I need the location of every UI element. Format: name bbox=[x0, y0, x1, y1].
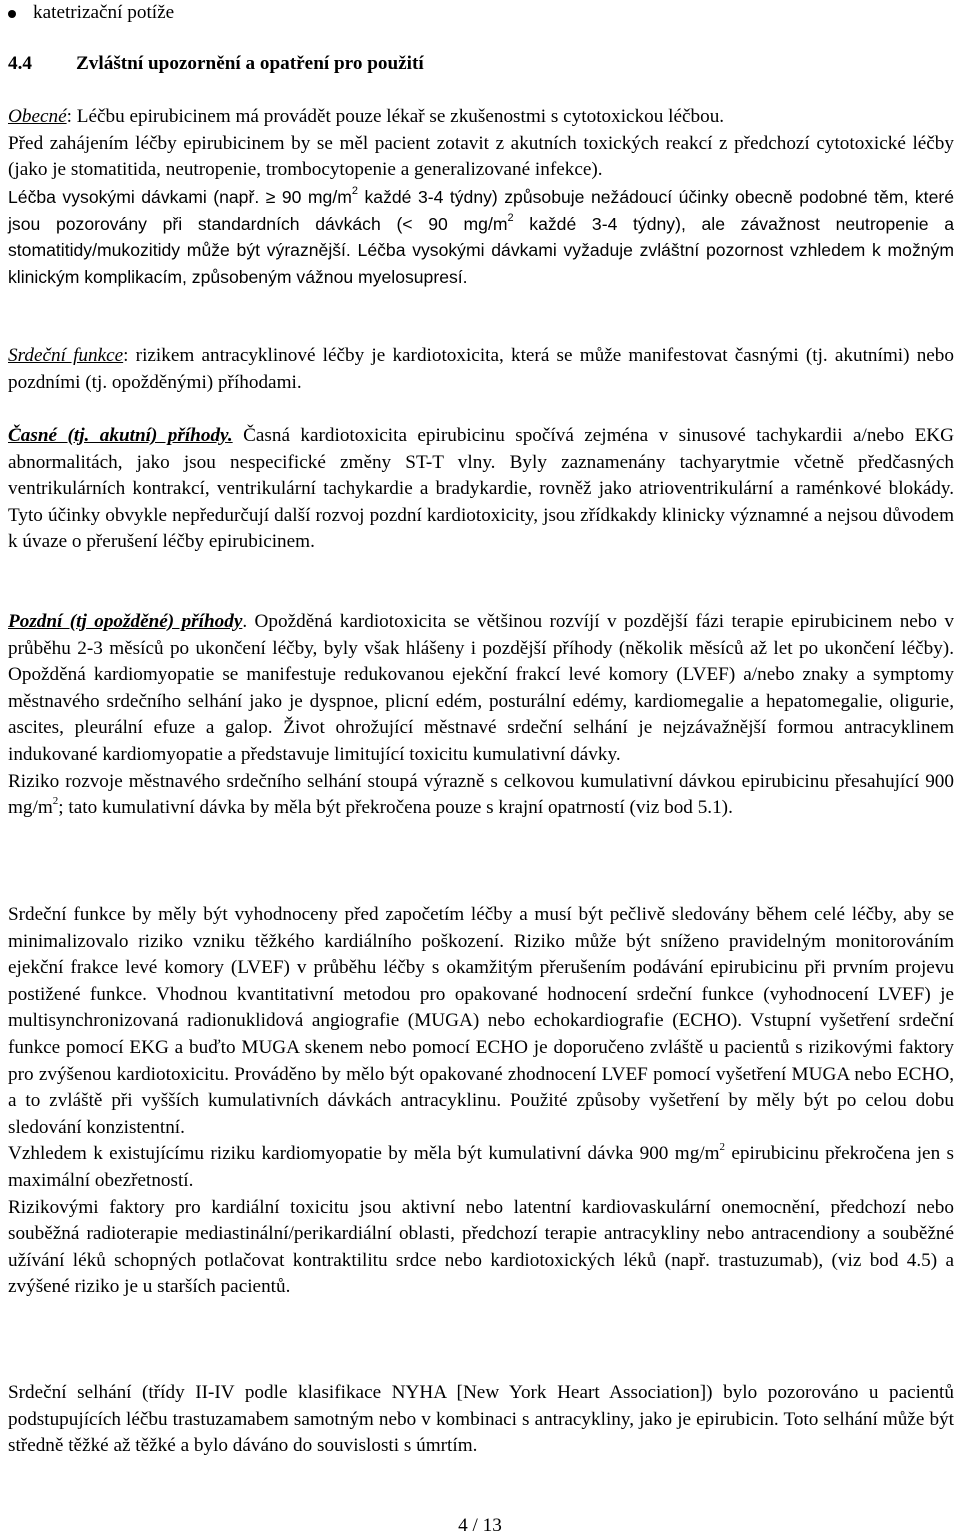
superscript: 2 bbox=[351, 185, 359, 198]
late-events-paragraph bbox=[8, 609, 954, 822]
high-dose-text-4: každé 3-4 týdny), ale závažnost neutropenie a stomatitidy/mukozitidy může být výraznější. Léčba vysokými dávkami vyžaduje zvláštní pozornost vzhledem k možným klinickým komplikacím, způsobeným vážnou myelosupresí. bbox=[8, 213, 954, 287]
high-dose-paragraph bbox=[8, 184, 954, 290]
superscript: 2 bbox=[52, 794, 59, 807]
early-events-label: Časné (tj. akutní) příhody. bbox=[8, 425, 233, 446]
cardiac-function-text: : rizikem antracyklinové léčby je kardiotoxicita, která se může manifestovat časnými (tj. akutními) nebo pozdními (tj. opožděnými) příhodami. bbox=[8, 345, 954, 393]
cardiac-function-paragraph bbox=[8, 343, 954, 396]
monitoring-paragraph bbox=[8, 902, 954, 1301]
section-title: Zvláštní upozornění a opatření pro použití bbox=[76, 53, 424, 74]
bullet-text: katetrizační potíže bbox=[33, 2, 175, 23]
early-events-text: Časná kardiotoxicita epirubicinu spočívá zejména v sinusové tachykardii a/nebo EKG abnormalitách, jako jsou nespecifické změny ST-T vlny. Byly zaznamenány tachyarytmie včetně předčasných ventrikulárních kontrakcí, ventrikulární tachykardie a bradykardie, rovněž jako atrioventrikulární a raménkové blokády. Tyto účinky obvykle nepředurčují další rozvoj pozdní kardiotoxicity, jsou zřídkakdy klinicky významné a nejsou důvodem k úvaze o přerušení léčby epirubicinem. bbox=[8, 425, 955, 553]
section-number: 4.4 bbox=[8, 53, 32, 74]
late-events-label: Pozdní (tj opožděné) příhody bbox=[8, 611, 243, 632]
cardiac-function-label: Srdeční funkce bbox=[8, 345, 124, 366]
superscript: 2 bbox=[719, 1140, 726, 1153]
section-heading bbox=[8, 51, 424, 78]
risk-factors-text: Rizikovými faktory pro kardiální toxicitu jsou aktivní nebo latentní kardiovaskulární onemocnění, předchozí nebo souběžná radioterapie mediastinální/perikardiální oblasti, předchozí terapie antracykliny nebo antracendiony a souběžné užívání léků schopných potlačovat kontraktilitu srdce nebo kardiotoxických léků (např. trastuzumab), (viz bod 4.5) a zvýšené riziko je u starších pacientů. bbox=[8, 1196, 954, 1298]
general-paragraph bbox=[8, 104, 954, 184]
high-dose-text-2: 90 mg/m bbox=[275, 187, 352, 207]
general-text-1: : Léčbu epirubicinem má provádět pouze lékař se zkušenostmi s cytotoxickou léčbou. bbox=[66, 106, 725, 127]
general-text-2: Před zahájením léčby epirubicinem by se měl pacient zotavit z akutních toxických reakcí z předchozí cytotoxické léčby (jako je stomatitida, neutropenie, trombocytopenie a generalizované infekce). bbox=[8, 132, 954, 181]
general-label: Obecné bbox=[8, 106, 67, 127]
late-events-text: . Opožděná kardiotoxicita se většinou rozvíjí v pozdější fázi terapie epirubicinem nebo v průběhu 2-3 měsíců po ukončení léčby, byly však hlášeny i pozdější příhody (několik měsíců až let po ukončení léčby). Opožděná kardiomyopatie se manifestuje redukovanou ejekční frakcí levé komory (LVEF) a/nebo znaky a symptomy městnavého srdečního selhání jako je dyspnoe, plicní edém, posturální edémy, kardiomegalie a hepatomegalie, oligurie, ascites, pleurální efuze a galop. Život ohrožující městnavé srdeční selhání je nejzávažnější formou antracyklinem indukované kardiomyopatie a představuje limitující toxicitu kumulativní dávky. bbox=[8, 611, 954, 765]
bullet-list-item bbox=[8, 0, 948, 27]
page-number: 4 / 13 bbox=[458, 1515, 502, 1536]
monitoring-text: Srdeční funkce by měly být vyhodnoceny před započetím léčby a musí být pečlivě sledovány během celé léčby, aby se minimalizovalo riziko vzniku těžkého kardiálního poškození. Riziko může být sníženo pravidelným monitorováním ejekční frakce levé komory (LVEF) v průběhu léčby s okamžitým přerušením podávání epirubicinu při prvním projevu postižené funkce. Vhodnou kvantitativní metodou pro opakované hodnocení srdeční funkce (vyhodnocení LVEF) je multisynchronizovaná radionuklidová angiografie (MUGA) nebo echokardiografie (ECHO). Vstupní vyšetření srdeční funkce pomocí EKG a buďto MUGA skenem nebo pomocí ECHO je doporučeno zvláště u pacientů s rizikovými faktory pro zvýšenou kardiotoxicitu. Prováděno by mělo být opakované zhodnocení LVEF pomocí vyšetření MUGA nebo ECHO, a to zvláště při vyšších kumulativních dávkách antracyklinu. Použité způsoby vyšetření by měly být po celou dobu sledování konzistentní. bbox=[8, 904, 954, 1138]
heart-failure-text: Srdeční selhání (třídy II-IV podle klasifikace NYHA [New York Heart Association]) bylo pozorováno u pacientů podstupujících léčbu trastuzamabem samotným nebo v kombinaci s antracykliny, jako je epirubicin. Toto selhání může být středně těžké až těžké a bylo dáváno do souvislosti s úmrtím. bbox=[8, 1382, 954, 1457]
cumulative-risk-text-2: ; tato kumulativní dávka by měla být překročena pouze s krajní opatrností (viz bod 5.1). bbox=[58, 797, 733, 819]
cumulative-risk-text-1: Riziko rozvoje městnavého srdečního selhání stoupá výrazně s celkovou kumulativní dávkou epirubicinu přesahující 900 mg/m bbox=[8, 770, 954, 819]
early-events-paragraph bbox=[8, 423, 954, 556]
superscript: 2 bbox=[507, 211, 514, 224]
high-dose-text-3: každé 3-4 týdny) způsobuje nežádoucí účinky obecně podobné těm, které jsou pozorovány při standardních dávkách (< 90 mg/m bbox=[8, 187, 954, 234]
cumulative-dose-text-1: Vzhledem k existujícímu riziku kardiomyopatie by měla být kumulativní dávka 900 mg/m bbox=[8, 1143, 720, 1165]
geq-symbol: ≥ bbox=[265, 187, 276, 207]
heart-failure-paragraph bbox=[8, 1380, 954, 1460]
high-dose-text-1: Léčba vysokými dávkami (např. bbox=[8, 187, 266, 207]
bullet-icon bbox=[8, 10, 16, 18]
cumulative-dose-text-2: epirubicinu překročena jen s maximální obezřetností. bbox=[8, 1143, 954, 1191]
